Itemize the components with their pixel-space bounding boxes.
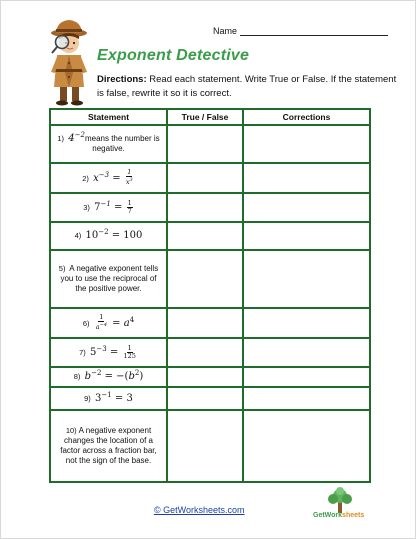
corrections-cell[interactable]: [243, 163, 370, 193]
statement-cell: [50, 250, 167, 308]
true-false-cell[interactable]: [167, 250, 243, 308]
statement-math: $7^{-1}$ = $\frac{1}{7}$: [94, 199, 132, 215]
corrections-cell[interactable]: [243, 367, 370, 387]
tree-logo-icon: [311, 487, 369, 525]
table-row: [50, 308, 370, 338]
statement-math: $b^{-2} = -(b^2)$: [84, 369, 144, 382]
statement-cell: [50, 410, 167, 482]
statement-cell: [50, 222, 167, 250]
table-row: [50, 125, 370, 163]
table-header-row: [50, 109, 370, 125]
statement-number: 10): [65, 426, 77, 435]
true-false-cell[interactable]: [167, 338, 243, 367]
table-row: [50, 193, 370, 222]
directions: [97, 73, 397, 101]
table-row: [50, 222, 370, 250]
statement-text: A negative exponent changes the location of a factor across a fraction bar, not the sign of the base.: [60, 426, 157, 465]
true-false-cell[interactable]: [167, 125, 243, 163]
true-false-cell[interactable]: [167, 222, 243, 250]
statement-cell: [50, 367, 167, 387]
table-row: [50, 410, 370, 482]
true-false-cell[interactable]: [167, 193, 243, 222]
corrections-cell[interactable]: [243, 250, 370, 308]
statement-number: 5): [58, 264, 66, 273]
statement-number: 7): [79, 348, 86, 357]
statement-text: means the number is negative.: [84, 134, 160, 153]
statement-math: $\frac{1}{a^{-4}}$ = $a^4$: [95, 313, 135, 332]
statement-number: 2): [82, 173, 89, 183]
name-label: Name: [213, 26, 238, 36]
worksheet-title: Exponent Detective: [97, 47, 250, 64]
true-false-cell[interactable]: [167, 367, 243, 387]
statement-math: $3^{-1} = 3$: [95, 390, 133, 404]
directions-text: Read each statement. Write True or False. If the statement is false, rewrite it so it is correct.: [97, 74, 397, 99]
table-row: [50, 163, 370, 193]
table-row: [50, 367, 370, 387]
corrections-cell[interactable]: [243, 410, 370, 482]
statement-number: 9): [84, 393, 91, 403]
statement-number: 8): [73, 372, 81, 381]
statement-cell: [50, 125, 167, 163]
corrections-cell[interactable]: [243, 387, 370, 410]
true-false-cell[interactable]: [167, 163, 243, 193]
true-false-cell[interactable]: [167, 387, 243, 410]
statements-table: [49, 108, 371, 483]
statement-math: $5^{-3}$ = $\frac{1}{125}$: [90, 344, 136, 360]
corrections-cell[interactable]: [243, 125, 370, 163]
table-row: [50, 250, 370, 308]
true-false-cell[interactable]: [167, 410, 243, 482]
statement-cell: [50, 387, 167, 410]
statement-cell: [50, 338, 167, 367]
table-row: [50, 387, 370, 410]
detective-icon: [45, 17, 95, 109]
table-row: [50, 338, 370, 367]
corrections-cell[interactable]: [243, 338, 370, 367]
column-header-true-false: True / False: [167, 109, 243, 125]
statement-number: 3): [83, 203, 90, 212]
corrections-cell[interactable]: [243, 193, 370, 222]
statement-math: $x^{-3}$ = $\frac{1}{x^3}$: [93, 168, 133, 187]
corrections-cell[interactable]: [243, 222, 370, 250]
corrections-cell[interactable]: [243, 308, 370, 338]
statement-text: A negative exponent tells you to use the reciprocal of the positive power.: [60, 264, 159, 293]
directions-label: Directions:: [97, 74, 147, 85]
statement-cell: [50, 163, 167, 193]
statement-number: 6): [82, 318, 90, 328]
statement-number: 1): [57, 134, 65, 143]
statement-math: $10^{-2} = 100$: [85, 228, 143, 241]
true-false-cell[interactable]: [167, 308, 243, 338]
footer-link[interactable]: © GetWorksheets.com: [154, 505, 245, 515]
logo-text: GetWorksheets: [313, 512, 365, 519]
statement-cell: [50, 308, 167, 338]
statement-math: $4^{-2}$: [68, 131, 85, 144]
name-line[interactable]: [240, 27, 388, 36]
column-header-corrections: Corrections: [243, 109, 370, 125]
name-field[interactable]: [213, 26, 388, 36]
statement-cell: [50, 193, 167, 222]
statement-number: 4): [74, 231, 82, 240]
column-header-statement: Statement: [50, 109, 167, 125]
